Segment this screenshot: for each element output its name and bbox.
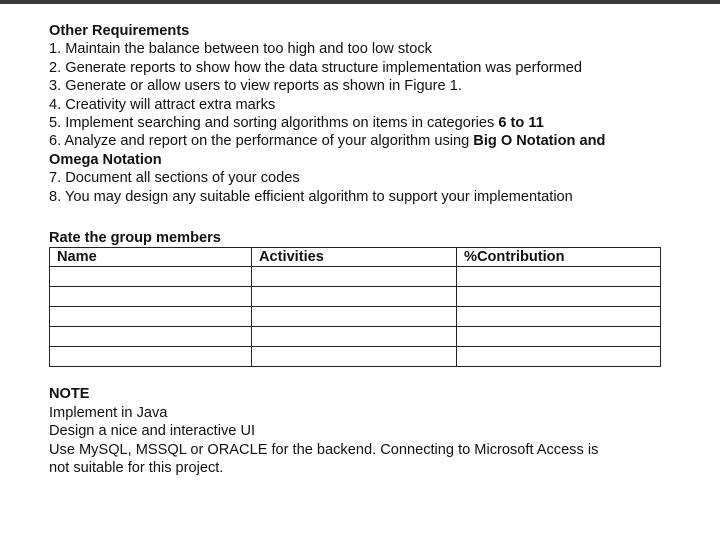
table-row <box>50 307 661 327</box>
note-line-3: Use MySQL, MSSQL or ORACLE for the backend. Connecting to Microsoft Access is <box>49 441 599 458</box>
table-cell <box>252 287 457 307</box>
requirement-item-6-text: 6. Analyze and report on the performance of your algorithm using <box>49 133 474 150</box>
requirements-section <box>49 22 689 206</box>
table-cell <box>252 267 457 287</box>
requirement-item-5-bold: 6 to 11 <box>498 115 544 132</box>
rate-table-title: Rate the group members <box>49 230 221 246</box>
note-title: NOTE <box>49 386 90 402</box>
rate-table-header-row <box>50 248 661 267</box>
table-cell <box>50 327 252 347</box>
note-line-1: Implement in Java <box>49 404 168 421</box>
table-cell <box>50 287 252 307</box>
requirement-item-6 <box>49 132 689 150</box>
table-cell <box>252 347 457 367</box>
requirement-item-4: 4. Creativity will attract extra marks <box>49 96 276 113</box>
table-row <box>50 267 661 287</box>
note-section <box>49 385 689 478</box>
table-cell <box>50 307 252 327</box>
requirements-title: Other Requirements <box>49 23 190 39</box>
table-cell <box>252 327 457 347</box>
requirement-item-8: 8. You may design any suitable efficient algorithm to support your implementation <box>49 188 573 205</box>
header-activities: Activities <box>252 248 457 267</box>
requirement-item-3: 3. Generate or allow users to view reports as shown in Figure 1. <box>49 78 462 95</box>
note-line-4: not suitable for this project. <box>49 460 224 477</box>
rate-table <box>49 247 661 367</box>
requirement-item-1: 1. Maintain the balance between too high and too low stock <box>49 41 432 58</box>
table-row <box>50 327 661 347</box>
requirement-item-2: 2. Generate reports to show how the data structure implementation was performed <box>49 59 582 76</box>
table-cell <box>457 267 661 287</box>
table-cell <box>457 307 661 327</box>
requirement-item-5-text: 5. Implement searching and sorting algorithms on items in categories <box>49 115 499 132</box>
requirement-item-5 <box>49 114 689 132</box>
note-line-2: Design a nice and interactive UI <box>49 423 256 440</box>
table-row <box>50 347 661 367</box>
requirement-item-6-bold: Big O Notation and <box>473 133 606 150</box>
table-cell <box>50 347 252 367</box>
top-border-bar <box>0 0 720 4</box>
requirement-item-7: 7. Document all sections of your codes <box>49 170 300 187</box>
table-row <box>50 287 661 307</box>
table-cell <box>252 307 457 327</box>
table-cell <box>50 267 252 287</box>
header-name: Name <box>50 248 252 267</box>
header-contribution: %Contribution <box>457 248 661 267</box>
table-cell <box>457 347 661 367</box>
table-cell <box>457 287 661 307</box>
requirement-item-6-continued: Omega Notation <box>49 151 162 168</box>
table-cell <box>457 327 661 347</box>
